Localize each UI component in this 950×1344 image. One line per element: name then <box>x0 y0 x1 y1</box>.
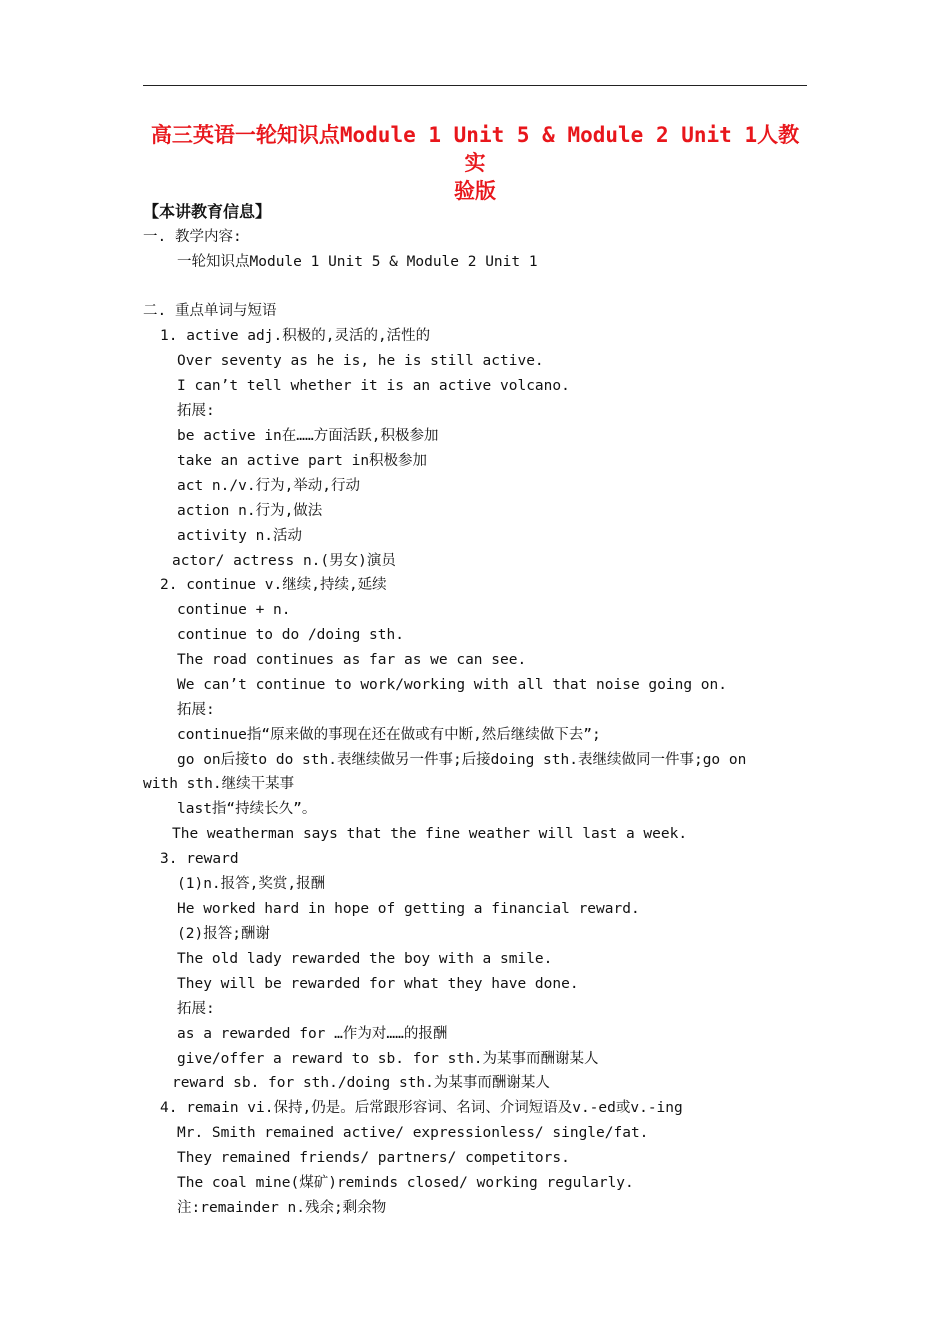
text-line: We can’t continue to work/working with all that noise going on. <box>177 677 727 693</box>
text-line: Over seventy as he is, he is still active. <box>177 353 544 369</box>
title-line-1: 高三英语一轮知识点Module 1 Unit 5 & Module 2 Unit 1人教实 <box>150 123 800 175</box>
text-line: be active in在……方面活跃,积极参加 <box>177 428 439 444</box>
text-line: (1)n.报答,奖赏,报酬 <box>177 876 326 892</box>
text-line: (2)报答;酬谢 <box>177 926 270 942</box>
text-line: continue + n. <box>177 602 291 618</box>
text-line: continue指“原来做的事现在还在做或有中断,然后继续做下去”; <box>177 727 601 743</box>
section-heading: 【本讲教育信息】 <box>143 202 272 221</box>
text-line: 一. 教学内容: <box>143 229 242 245</box>
document-title <box>143 121 807 205</box>
top-rule <box>143 85 807 86</box>
text-line: continue to do /doing sth. <box>177 627 404 643</box>
text-line: He worked hard in hope of getting a financial reward. <box>177 901 640 917</box>
text-line: The old lady rewarded the boy with a smile. <box>177 951 553 967</box>
text-line: 2. continue v.继续,持续,延续 <box>160 577 387 593</box>
text-line: 拓展: <box>177 702 215 718</box>
text-line: 4. remain vi.保持,仍是。后常跟形容词、名词、介词短语及v.-ed或v.-ing <box>160 1100 683 1116</box>
text-line: They will be rewarded for what they have done. <box>177 976 579 992</box>
text-line: 拓展: <box>177 1001 215 1017</box>
text-line: The coal mine(煤矿)reminds closed/ working regularly. <box>177 1175 634 1191</box>
text-line: 二. 重点单词与短语 <box>143 303 277 319</box>
text-line: Mr. Smith remained active/ expressionless/ single/fat. <box>177 1125 649 1141</box>
text-line: with sth.继续干某事 <box>143 776 295 792</box>
text-line: act n./v.行为,举动,行动 <box>177 478 361 494</box>
text-line: The road continues as far as we can see. <box>177 652 527 668</box>
text-line: last指“持续长久”。 <box>177 801 317 817</box>
text-line: take an active part in积极参加 <box>177 453 428 469</box>
text-line: action n.行为,做法 <box>177 503 323 519</box>
text-line: 拓展: <box>177 403 215 419</box>
text-line: give/offer a reward to sb. for sth.为某事而酬谢某人 <box>177 1051 599 1067</box>
text-line: reward sb. for sth./doing sth.为某事而酬谢某人 <box>172 1075 550 1091</box>
text-line: 注:remainder n.残余;剩余物 <box>177 1200 387 1216</box>
text-line: 3. reward <box>160 851 239 867</box>
text-line: I can’t tell whether it is an active volcano. <box>177 378 570 394</box>
text-line: activity n.活动 <box>177 528 303 544</box>
text-line: 1. active adj.积极的,灵活的,活性的 <box>160 328 431 344</box>
text-line: The weatherman says that the fine weather will last a week. <box>172 826 688 842</box>
text-line: actor/ actress n.(男女)演员 <box>172 553 396 569</box>
text-line: They remained friends/ partners/ competitors. <box>177 1150 570 1166</box>
text-line: 一轮知识点Module 1 Unit 5 & Module 2 Unit 1 <box>177 254 538 270</box>
title-line-2: 验版 <box>454 179 496 203</box>
text-line: as a rewarded for …作为对……的报酬 <box>177 1026 448 1042</box>
text-line: go on后接to do sth.表继续做另一件事;后接doing sth.表继续做同一件事;go on <box>177 752 747 768</box>
